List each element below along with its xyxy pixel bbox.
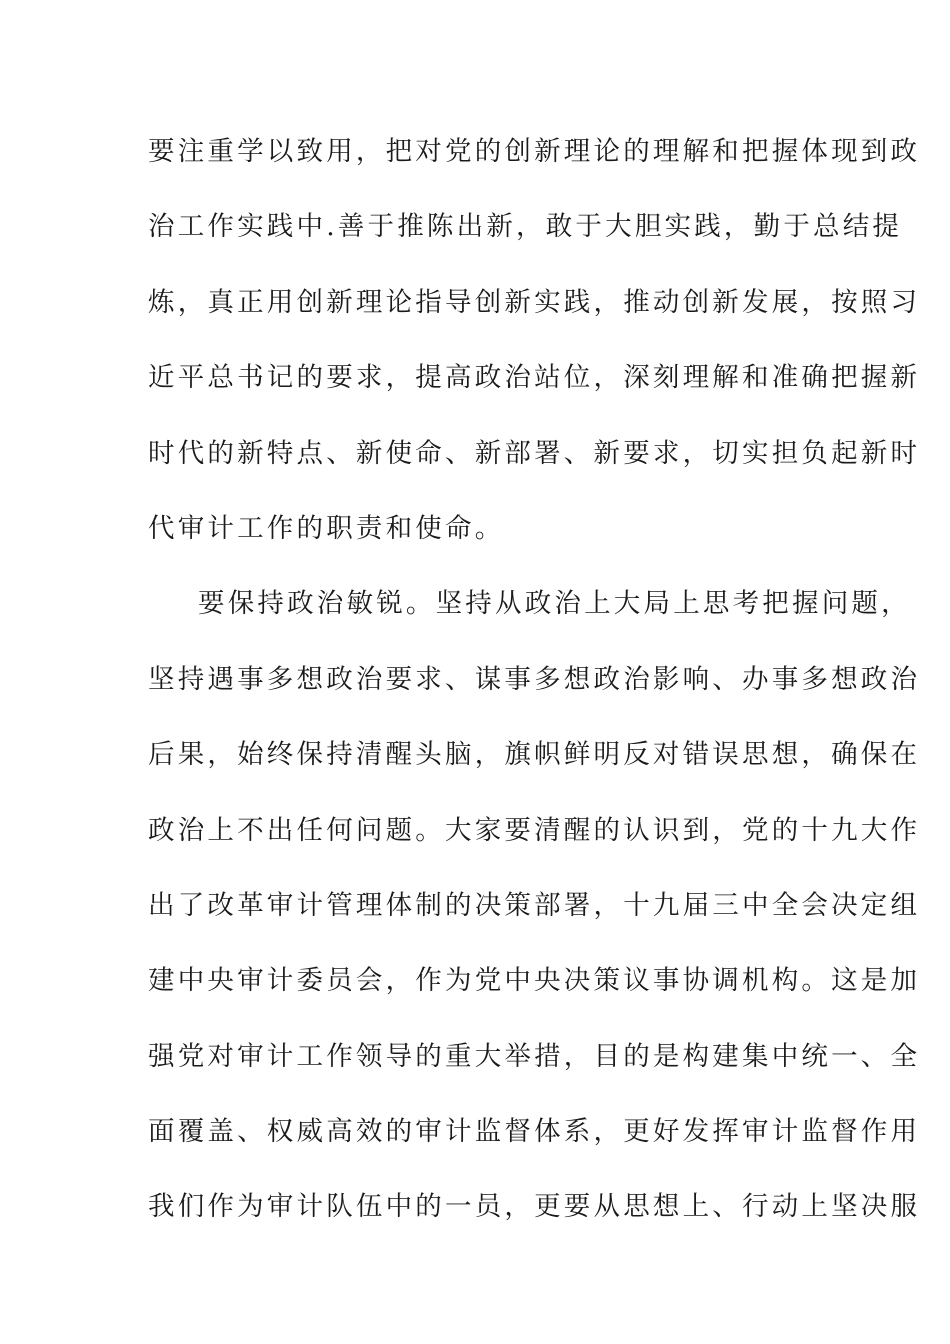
text-line: 政治上不出任何问题。大家要清醒的认识到，党的十九大作 xyxy=(148,814,921,846)
body-text xyxy=(148,130,921,1261)
text-line: 炼，真正用创新理论指导创新实践，推动创新发展，按照习 xyxy=(148,286,921,318)
text-line: 我们作为审计队伍中的一员，更要从思想上、行动上坚决服 xyxy=(148,1191,921,1223)
text-line: 要保持政治敏锐。坚持从政治上大局上思考把握问题， xyxy=(198,588,911,620)
text-line: 近平总书记的要求，提高政治站位，深刻理解和准确把握新 xyxy=(148,362,921,394)
text-line: 强党对审计工作领导的重大举措，目的是构建集中统一、全 xyxy=(148,1040,921,1072)
paragraph-1 xyxy=(148,130,921,582)
text-line: 建中央审计委员会，作为党中央决策议事协调机构。这是加 xyxy=(148,965,921,997)
text-line: 面覆盖、权威高效的审计监督体系，更好发挥审计监督作用 xyxy=(148,1116,921,1148)
text-line: 后果，始终保持清醒头脑，旗帜鲜明反对错误思想，确保在 xyxy=(148,739,921,771)
text-line: 代审计工作的职责和使命。 xyxy=(148,512,505,544)
text-line: 坚持遇事多想政治要求、谋事多想政治影响、办事多想政治 xyxy=(148,663,921,695)
text-line: 治工作实践中.善于推陈出新，敢于大胆实践，勤于总结提 xyxy=(148,211,903,243)
text-line: 要注重学以致用，把对党的创新理论的理解和把握体现到政 xyxy=(148,136,921,167)
paragraph-2 xyxy=(148,582,921,1261)
text-line: 时代的新特点、新使命、新部署、新要求，切实担负起新时 xyxy=(148,437,921,469)
text-line: 出了改革审计管理体制的决策部署，十九届三中全会决定组 xyxy=(148,889,921,921)
